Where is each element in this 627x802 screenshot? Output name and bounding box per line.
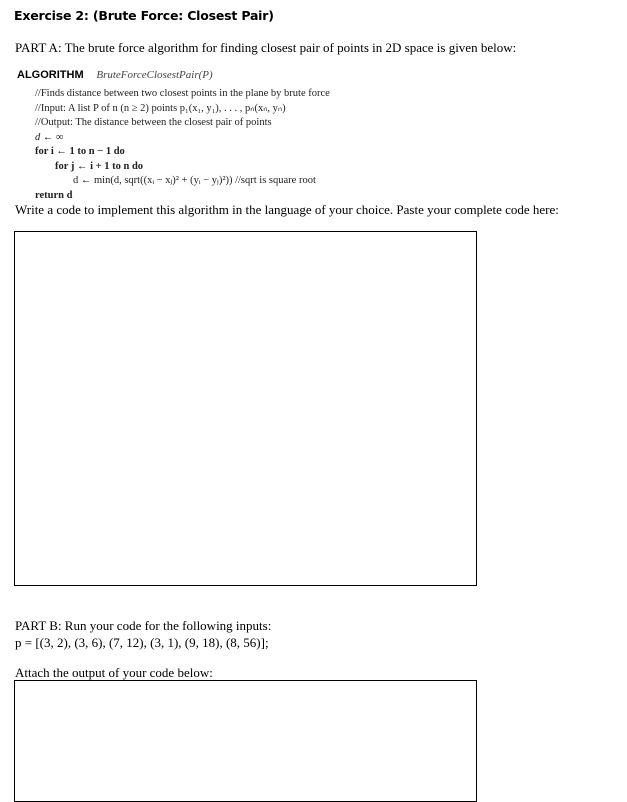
algorithm-block [17, 69, 330, 203]
output-answer-box[interactable] [14, 680, 477, 802]
exercise-title: Exercise 2: (Brute Force: Closest Pair) [14, 8, 274, 23]
algorithm-name: BruteForceClosestPair(P) [96, 69, 213, 81]
algorithm-comment-output: //Output: The distance between the closest pair of points [35, 117, 272, 128]
algorithm-keyword: ALGORITHM [17, 69, 84, 81]
algorithm-comment-input: //Input: A list P of n (n ≥ 2) points p₁(x₁, y₁), . . . , pₙ(xₙ, yₙ) [35, 102, 286, 114]
algorithm-comment-purpose: //Finds distance between two closest points in the plane by brute force [35, 88, 330, 99]
part-a-text: PART A: The brute force algorithm for finding closest pair of points in 2D space is given below: [15, 40, 517, 55]
write-code-prompt: Write a code to implement this algorithm in the language of your choice. Paste your complete code here: [15, 202, 559, 217]
algorithm-init-line: d ← ∞ [35, 131, 64, 143]
code-answer-box[interactable] [14, 231, 477, 586]
points-input-line: p = [(3, 2), (3, 6), (7, 12), (3, 1), (9, 18), (8, 56)]; [15, 635, 269, 650]
algorithm-inner-loop: for j ← i + 1 to n do [55, 160, 144, 172]
attach-output-prompt: Attach the output of your code below: [15, 665, 213, 680]
algorithm-update-line: d ← min(d, sqrt((xᵢ − xⱼ)² + (yᵢ − yⱼ)²)) //sqrt is square root [73, 175, 316, 186]
algorithm-return-line: return d [35, 189, 73, 201]
part-b-text: PART B: Run your code for the following inputs: [15, 618, 272, 633]
algorithm-outer-loop: for i ← 1 to n − 1 do [35, 146, 125, 157]
